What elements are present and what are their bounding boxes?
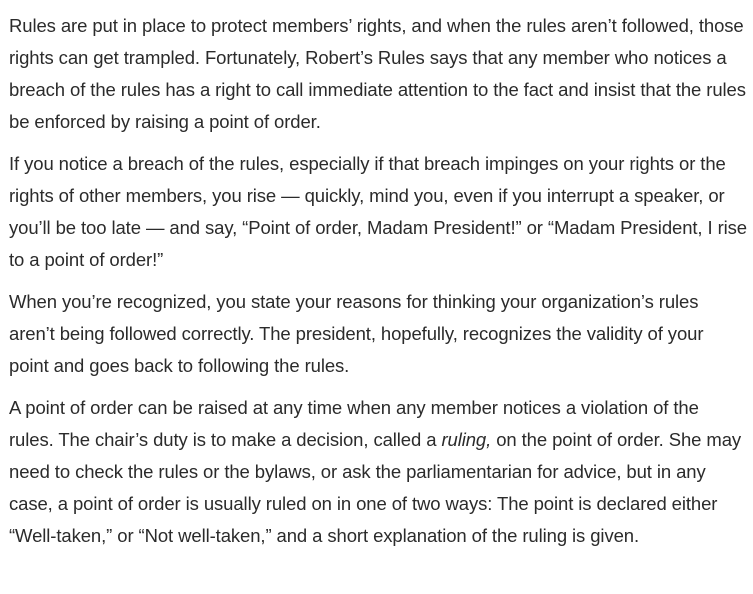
paragraph-rights-protection: Rules are put in place to protect members’ rights, and when the rules aren’t followed, those rights can get trampled. Fortunately, Robert’s Rules says that any member who notices a breach of the rules has a right to call immediate attention to the fact and insist that the rules be enforced by raising a point of order. xyxy=(9,15,746,132)
paragraph-text-before-emphasis: A point of order can be raised at any time when any member notices a violation of the rules. The chair’s duty is to make a decision, called a xyxy=(9,397,699,450)
paragraph-stating-reasons: When you’re recognized, you state your reasons for thinking your organization’s rules aren’t being followed correctly. The president, hopefully, recognizes the validity of your point and goes back to following the rules. xyxy=(9,291,704,376)
paragraph-raising-point-of-order: If you notice a breach of the rules, especially if that breach impinges on your rights or the rights of other members, you rise — quickly, mind you, even if you interrupt a speaker, or you’ll be too late — and say, “Point of order, Madam President!” or “Madam President, I rise to a point of order!” xyxy=(9,153,747,270)
emphasized-term-ruling: ruling, xyxy=(441,429,492,450)
paragraph-chair-ruling xyxy=(9,392,747,552)
paragraph-text-after-emphasis: on the point of order. She may need to check the rules or the bylaws, or ask the parliamentarian for advice, but in any case, a point of order is usually ruled on in one of two ways: The point is declared either “Well-taken,” or “Not well-taken,” and a short explanation of the ruling is given. xyxy=(9,429,742,546)
